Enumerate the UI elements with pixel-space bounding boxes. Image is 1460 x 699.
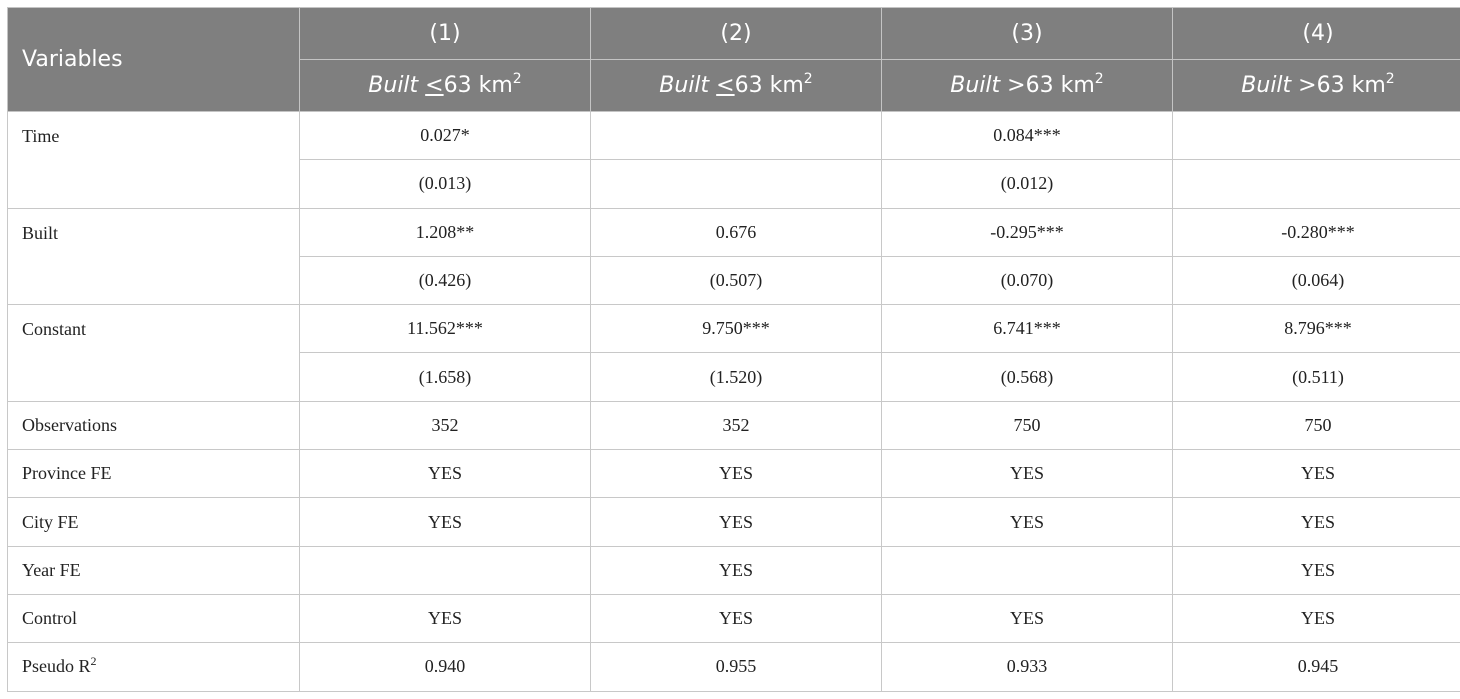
table-cell bbox=[591, 160, 882, 208]
col-3-header: (3) bbox=[882, 8, 1173, 60]
table-row-pseudo-r2 bbox=[8, 643, 1460, 691]
table-cell: 352 bbox=[300, 401, 591, 449]
col-1-header: (1) bbox=[300, 8, 591, 60]
table-body bbox=[8, 112, 1460, 692]
table-cell: YES bbox=[882, 450, 1173, 498]
table-cell bbox=[1173, 160, 1460, 208]
table-cell: 6.741*** bbox=[882, 305, 1173, 353]
table-cell: 1.208** bbox=[300, 208, 591, 256]
table-cell bbox=[1173, 112, 1460, 160]
header-row bbox=[8, 8, 1460, 60]
col-1-subheader: Built <63 $km^2$ bbox=[300, 60, 591, 112]
table-cell: YES bbox=[1173, 594, 1460, 642]
row-label-constant: Constant bbox=[8, 305, 300, 402]
table-cell: YES bbox=[300, 594, 591, 642]
table-row-constant-coef bbox=[8, 305, 1460, 353]
variables-header: Variables bbox=[8, 8, 300, 112]
row-label-province-fe: Province FE bbox=[8, 450, 300, 498]
table-cell: 0.084*** bbox=[882, 112, 1173, 160]
table-cell: 0.955 bbox=[591, 643, 882, 691]
table-cell: YES bbox=[591, 594, 882, 642]
table-row-province-fe bbox=[8, 450, 1460, 498]
table-cell: (0.013) bbox=[300, 160, 591, 208]
table-cell: (1.520) bbox=[591, 353, 882, 401]
table-cell: YES bbox=[1173, 498, 1460, 546]
table-cell: 0.676 bbox=[591, 208, 882, 256]
table-cell: YES bbox=[300, 450, 591, 498]
table-row-time-coef bbox=[8, 112, 1460, 160]
table-row-control bbox=[8, 594, 1460, 642]
table-cell: YES bbox=[882, 594, 1173, 642]
table-row-city-fe bbox=[8, 498, 1460, 546]
table-cell: 0.945 bbox=[1173, 643, 1460, 691]
row-label-city-fe: City FE bbox=[8, 498, 300, 546]
table-cell: 750 bbox=[882, 401, 1173, 449]
table-cell: (0.070) bbox=[882, 256, 1173, 304]
table-cell: 11.562*** bbox=[300, 305, 591, 353]
row-label-pseudo-r2: Pseudo $R^2$ bbox=[8, 643, 300, 691]
table-cell: 9.750*** bbox=[591, 305, 882, 353]
table-cell: YES bbox=[591, 450, 882, 498]
col-2-header: (2) bbox=[591, 8, 882, 60]
table-cell: 0.940 bbox=[300, 643, 591, 691]
table-row-observations bbox=[8, 401, 1460, 449]
col-4-subheader: Built >63 $km^2$ bbox=[1173, 60, 1460, 112]
table-cell: 0.027* bbox=[300, 112, 591, 160]
table-cell: YES bbox=[591, 498, 882, 546]
table-cell: (0.012) bbox=[882, 160, 1173, 208]
table-row-year-fe bbox=[8, 546, 1460, 594]
table-cell: YES bbox=[882, 498, 1173, 546]
row-label-time: Time bbox=[8, 112, 300, 209]
table-cell: YES bbox=[591, 546, 882, 594]
row-label-observations: Observations bbox=[8, 401, 300, 449]
row-label-built: Built bbox=[8, 208, 300, 305]
table-cell: (0.511) bbox=[1173, 353, 1460, 401]
table-header bbox=[8, 8, 1460, 112]
table-cell: -0.280*** bbox=[1173, 208, 1460, 256]
table-cell: (0.064) bbox=[1173, 256, 1460, 304]
table-cell: 8.796*** bbox=[1173, 305, 1460, 353]
table-cell: 352 bbox=[591, 401, 882, 449]
row-label-control: Control bbox=[8, 594, 300, 642]
col-2-subheader: Built <63 $km^2$ bbox=[591, 60, 882, 112]
table-cell: 0.933 bbox=[882, 643, 1173, 691]
table-cell: YES bbox=[1173, 546, 1460, 594]
table-cell bbox=[300, 546, 591, 594]
table-cell: (0.568) bbox=[882, 353, 1173, 401]
row-label-year-fe: Year FE bbox=[8, 546, 300, 594]
table-cell: (0.507) bbox=[591, 256, 882, 304]
table-cell: -0.295*** bbox=[882, 208, 1173, 256]
table-cell bbox=[591, 112, 882, 160]
regression-table bbox=[7, 7, 1460, 692]
table-row-built-coef bbox=[8, 208, 1460, 256]
table-cell: (0.426) bbox=[300, 256, 591, 304]
col-4-header: (4) bbox=[1173, 8, 1460, 60]
table-cell: 750 bbox=[1173, 401, 1460, 449]
table-cell: (1.658) bbox=[300, 353, 591, 401]
table-cell: YES bbox=[1173, 450, 1460, 498]
col-3-subheader: Built >63 $km^2$ bbox=[882, 60, 1173, 112]
table-cell bbox=[882, 546, 1173, 594]
table-cell: YES bbox=[300, 498, 591, 546]
